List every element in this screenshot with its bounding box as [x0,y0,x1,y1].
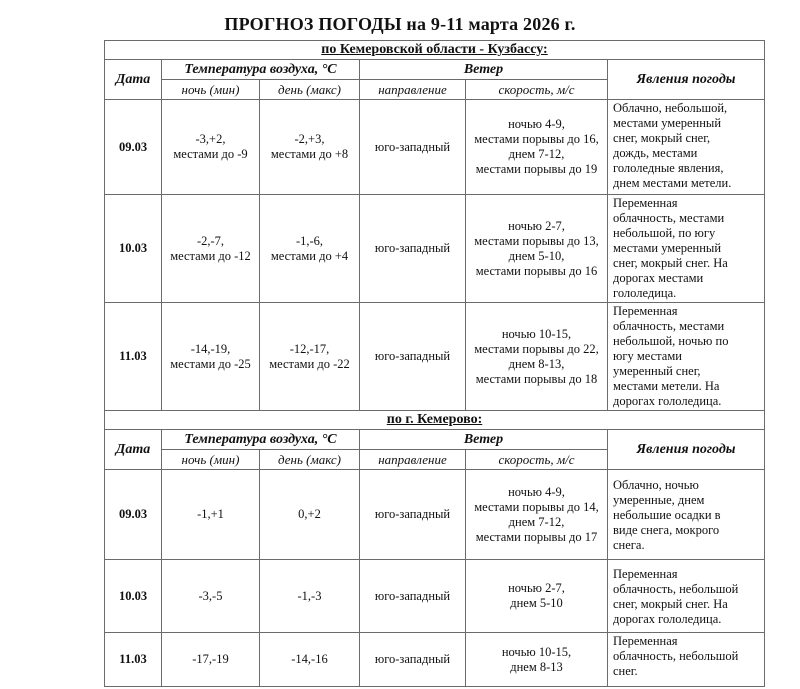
header-date: Дата [105,60,162,100]
header-night: ночь (мин) [162,80,260,100]
table-row [105,633,765,687]
header-day: день (макс) [260,450,360,470]
table-row [105,470,765,560]
header-wind: Ветер [360,430,608,450]
day-temp-cell: -12,-17, местами до -22 [260,303,360,411]
wind-direction-cell: юго-западный [360,560,466,633]
wind-speed-cell: ночью 2-7, местами порывы до 13, днем 5-10, местами порывы до 16 [466,195,608,303]
wind-direction-cell: юго-западный [360,100,466,195]
day-temp-cell: 0,+2 [260,470,360,560]
day-temp-cell: -2,+3, местами до +8 [260,100,360,195]
night-temp-cell: -1,+1 [162,470,260,560]
day-temp-cell: -1,-3 [260,560,360,633]
page-title: ПРОГНОЗ ПОГОДЫ на 9-11 марта 2026 г. [224,14,576,34]
night-temp-cell: -17,-19 [162,633,260,687]
table-row [105,560,765,633]
region-heading: по г. Кемерово: [105,411,765,430]
header-night: ночь (мин) [162,450,260,470]
header-speed: скорость, м/с [466,80,608,100]
night-temp-cell: -3,-5 [162,560,260,633]
wind-speed-cell: ночью 10-15, днем 8-13 [466,633,608,687]
date-cell: 10.03 [105,560,162,633]
phenomena-cell: Переменная облачность, небольшой снег. [608,633,765,687]
wind-direction-cell: юго-западный [360,303,466,411]
night-temp-cell: -14,-19, местами до -25 [162,303,260,411]
wind-direction-cell: юго-западный [360,633,466,687]
date-cell: 10.03 [105,195,162,303]
header-day: день (макс) [260,80,360,100]
night-temp-cell: -2,-7, местами до -12 [162,195,260,303]
header-date: Дата [105,430,162,470]
phenomena-cell: Облачно, ночью умеренные, днем небольшие осадки в виде снега, мокрого снега. [608,470,765,560]
header-direction: направление [360,80,466,100]
phenomena-cell: Переменная облачность, местами небольшой, ночью по югу местами умеренный снег, местами метели. На дорогах гололедица. [608,303,765,411]
table-row [105,195,765,303]
header-phenomena: Явления погоды [608,60,765,100]
header-phenomena: Явления погоды [608,430,765,470]
wind-speed-cell: ночью 4-9, местами порывы до 14, днем 7-12, местами порывы до 17 [466,470,608,560]
wind-direction-cell: юго-западный [360,470,466,560]
wind-direction-cell: юго-западный [360,195,466,303]
date-cell: 11.03 [105,303,162,411]
date-cell: 11.03 [105,633,162,687]
day-temp-cell: -14,-16 [260,633,360,687]
header-temperature: Температура воздуха, °С [162,430,360,450]
table-row [105,100,765,195]
wind-speed-cell: ночью 10-15, местами порывы до 22, днем 8-13, местами порывы до 18 [466,303,608,411]
phenomena-cell: Переменная облачность, небольшой снег, мокрый снег. На дорогах гололедица. [608,560,765,633]
header-speed: скорость, м/с [466,450,608,470]
wind-speed-cell: ночью 4-9, местами порывы до 16, днем 7-12, местами порывы до 19 [466,100,608,195]
forecast-table-kemerovo [104,410,765,687]
night-temp-cell: -3,+2, местами до -9 [162,100,260,195]
phenomena-cell: Облачно, небольшой, местами умеренный снег, мокрый снег, дождь, местами гололедные явления, днем местами метели. [608,100,765,195]
header-wind: Ветер [360,60,608,80]
table-row [105,303,765,411]
region-heading: по Кемеровской области - Кузбассу: [105,41,765,60]
date-cell: 09.03 [105,470,162,560]
header-temperature: Температура воздуха, °С [162,60,360,80]
day-temp-cell: -1,-6, местами до +4 [260,195,360,303]
header-direction: направление [360,450,466,470]
phenomena-cell: Переменная облачность, местами небольшой, по югу местами умеренный снег, мокрый снег. На дорогах местами гололедица. [608,195,765,303]
wind-speed-cell: ночью 2-7, днем 5-10 [466,560,608,633]
date-cell: 09.03 [105,100,162,195]
forecast-table-kuzbass [104,40,765,411]
